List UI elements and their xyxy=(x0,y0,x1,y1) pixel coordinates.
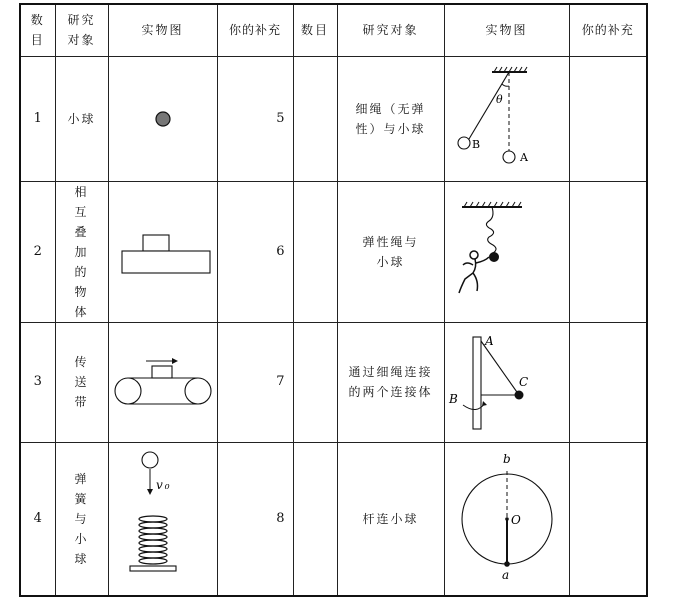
header-figure-2: 实物图 xyxy=(444,4,569,56)
bottom-block-icon xyxy=(122,251,210,273)
spring-icon xyxy=(139,516,167,564)
header-supplement-2: 你的补充 xyxy=(569,4,647,56)
header-figure: 实物图 xyxy=(108,4,217,56)
figure-rod-ball xyxy=(444,442,569,596)
figure-conveyor xyxy=(108,322,217,442)
supplement-cell xyxy=(569,56,647,181)
subject-label: 小球 xyxy=(55,56,108,181)
angle-label: θ xyxy=(495,92,505,106)
left-roller-icon xyxy=(115,378,141,404)
row-number-right: 7 xyxy=(217,322,293,442)
row-number-right: 8 xyxy=(217,442,293,596)
subject-label: 通过细绳连接的两个连接体 xyxy=(337,322,444,442)
supplement-cell xyxy=(569,322,647,442)
ceiling-icon xyxy=(492,67,527,72)
subject-label: 相互叠加的物体 xyxy=(55,181,108,322)
ball-icon xyxy=(489,252,499,262)
table-row xyxy=(20,442,647,596)
header-index: 数目 xyxy=(20,4,55,56)
ball-icon xyxy=(504,561,510,567)
label-a: A xyxy=(484,334,496,348)
rope-ac xyxy=(481,341,519,395)
supplement-cell xyxy=(293,442,337,596)
top-block-icon xyxy=(143,235,169,251)
supplement-cell xyxy=(569,442,647,596)
ceiling-icon xyxy=(462,202,522,207)
label-a: A xyxy=(519,150,530,164)
table-row xyxy=(20,181,647,322)
base-plate-icon xyxy=(130,566,176,571)
figure-ball xyxy=(108,56,217,181)
ball-a-icon xyxy=(503,151,515,163)
subject-label: 弹簧与小球 xyxy=(55,442,108,596)
label-o: O xyxy=(510,512,523,527)
block-icon xyxy=(152,366,172,378)
row-number: 1 xyxy=(20,56,55,181)
research-object-table xyxy=(19,3,648,597)
label-a: a xyxy=(501,567,511,582)
right-roller-icon xyxy=(185,378,211,404)
ball-b-icon xyxy=(458,137,470,149)
subject-label: 杆连小球 xyxy=(337,442,444,596)
supplement-cell xyxy=(293,56,337,181)
ball-c-icon xyxy=(514,391,523,400)
person-icon xyxy=(459,251,489,293)
subject-label: 传送带 xyxy=(55,322,108,442)
figure-spring-ball xyxy=(108,442,217,596)
label-b: B xyxy=(448,392,460,406)
table-row xyxy=(20,322,647,442)
figure-pendulum xyxy=(444,56,569,181)
label-b: B xyxy=(471,137,482,151)
header-subject: 研究对象 xyxy=(55,4,108,56)
supplement-cell xyxy=(569,181,647,322)
ball-icon xyxy=(156,112,170,126)
label-c: C xyxy=(518,375,530,389)
row-number-right: 5 xyxy=(217,56,293,181)
row-number: 3 xyxy=(20,322,55,442)
figure-stacked-blocks xyxy=(108,181,217,322)
supplement-cell xyxy=(293,181,337,322)
figure-elastic-rope xyxy=(444,181,569,322)
elastic-rope-line xyxy=(486,207,496,253)
ball-icon xyxy=(142,452,158,468)
header-subject-2: 研究对象 xyxy=(337,4,444,56)
subject-label: 细绳（无弹性）与小球 xyxy=(337,56,444,181)
vertical-rod-icon xyxy=(473,337,481,429)
label-v0: v₀ xyxy=(155,477,172,492)
row-number: 4 xyxy=(20,442,55,596)
supplement-cell xyxy=(293,322,337,442)
label-b: b xyxy=(502,451,513,466)
table-row xyxy=(20,56,647,181)
figure-connected-bodies xyxy=(444,322,569,442)
row-number-right: 6 xyxy=(217,181,293,322)
header-row xyxy=(20,4,647,56)
header-index-2: 数目 xyxy=(293,4,337,56)
row-number: 2 xyxy=(20,181,55,322)
subject-label: 弹性绳与小球 xyxy=(337,181,444,322)
pivot-icon xyxy=(505,517,509,521)
header-supplement: 你的补充 xyxy=(217,4,293,56)
